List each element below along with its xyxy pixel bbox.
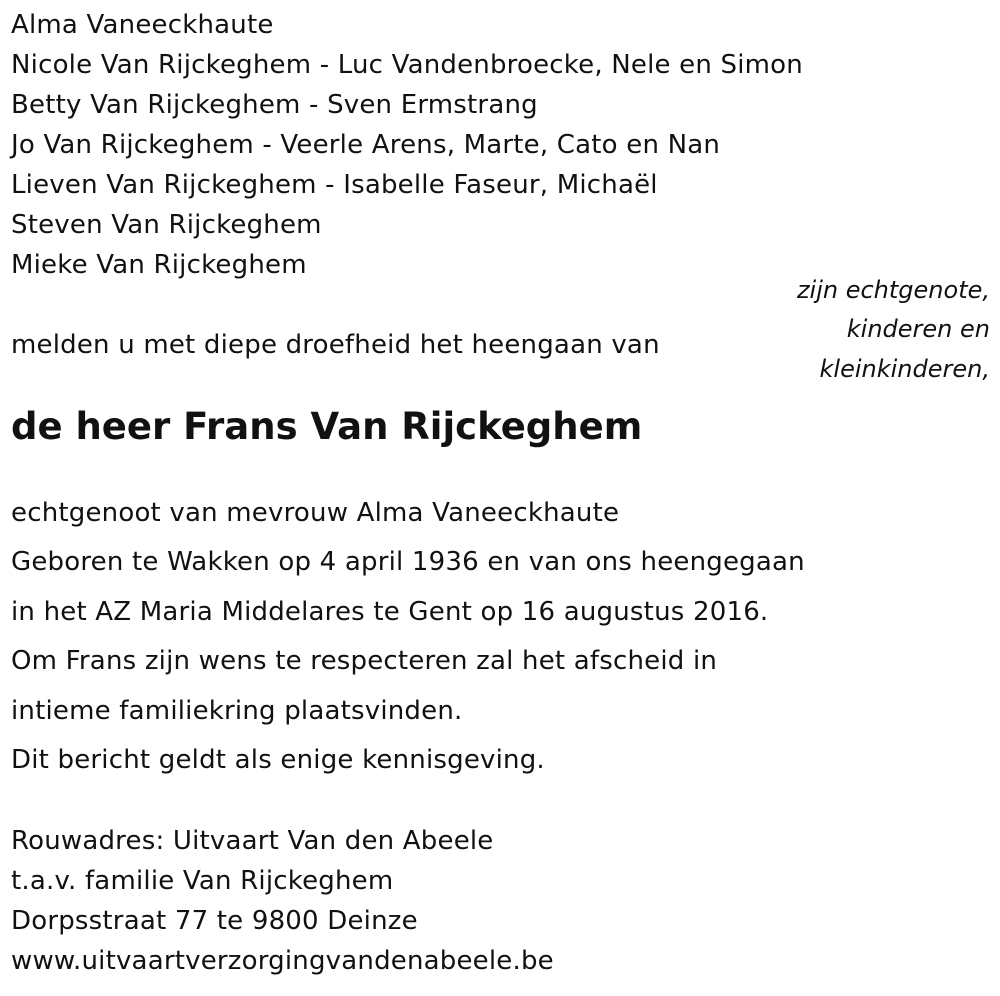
address-line: Dorpsstraat 77 te 9800 Deinze bbox=[11, 906, 418, 936]
family-member: Lieven Van Rijckeghem - Isabelle Faseur, Michaël bbox=[11, 170, 658, 200]
address-line: Rouwadres: Uitvaart Van den Abeele bbox=[11, 826, 494, 856]
deceased-name: de heer Frans Van Rijckeghem bbox=[11, 405, 643, 448]
family-member: Steven Van Rijckeghem bbox=[11, 210, 322, 240]
family-member: Jo Van Rijckeghem - Veerle Arens, Marte, Cato en Nan bbox=[11, 130, 721, 160]
website-link[interactable]: www.uitvaartverzorgingvandenabeele.be bbox=[11, 946, 554, 976]
family-member: Alma Vaneeckhaute bbox=[11, 10, 274, 40]
family-member: Mieke Van Rijckeghem bbox=[11, 250, 307, 280]
relation-line: kinderen en bbox=[846, 315, 990, 343]
family-member: Betty Van Rijckeghem - Sven Ermstrang bbox=[11, 90, 538, 120]
detail-line: Geboren te Wakken op 4 april 1936 en van ons heengegaan bbox=[11, 547, 805, 577]
relation-line: kleinkinderen, bbox=[819, 355, 990, 383]
detail-line: echtgenoot van mevrouw Alma Vaneeckhaute bbox=[11, 498, 620, 528]
address-line: t.a.v. familie Van Rijckeghem bbox=[11, 866, 394, 896]
family-member: Nicole Van Rijckeghem - Luc Vandenbroecke, Nele en Simon bbox=[11, 50, 803, 80]
announcement-text: melden u met diepe droefheid het heengaan van bbox=[11, 330, 660, 360]
relation-line: zijn echtgenote, bbox=[796, 276, 990, 304]
detail-line: intieme familiekring plaatsvinden. bbox=[11, 696, 463, 726]
detail-line: Om Frans zijn wens te respecteren zal het afscheid in bbox=[11, 646, 718, 676]
detail-line: in het AZ Maria Middelares te Gent op 16 augustus 2016. bbox=[11, 597, 769, 627]
detail-line: Dit bericht geldt als enige kennisgeving. bbox=[11, 745, 545, 775]
